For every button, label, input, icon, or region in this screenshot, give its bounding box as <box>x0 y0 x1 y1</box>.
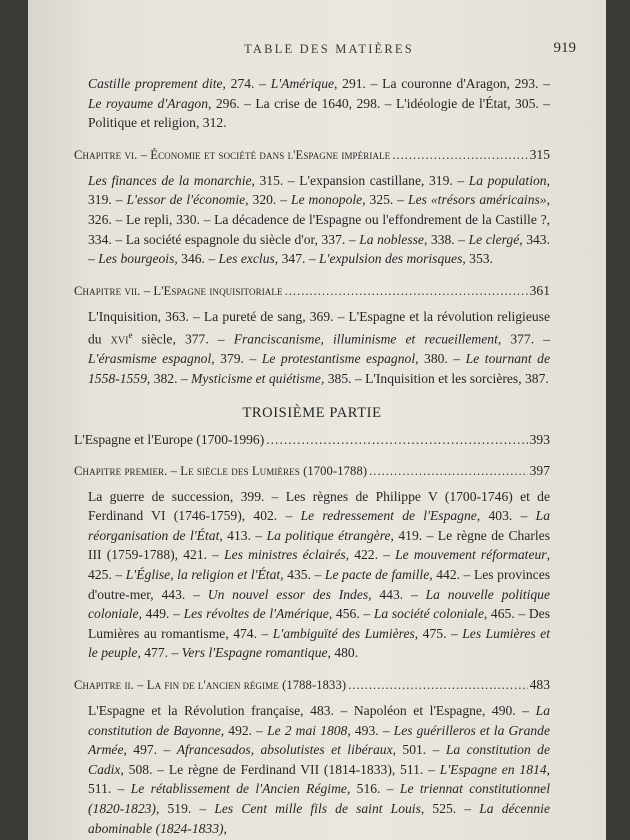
page-header <box>76 42 582 66</box>
part-page: 393 <box>529 431 550 447</box>
chapter-premier-page: 397 <box>529 462 550 478</box>
chapter-premier-entries: La guerre de succession, 399. – Les règnes de Philippe V (1700-1746) et de Ferdinand VI (1746-1759), 402. – Le redressement de l'Espagne, 403. – La réorganisation de l'État, 413. – La politique étrangère, 419. – Le règne de Charles III (1759-1788), 421. – Les ministres éclairés, 422. – Le mouvement réformateur, 425. – L'Église, la religion et l'État, 435. – Le pacte de famille, 442. – Les provinces d'outre-mer, 443. – Un nouvel essor des Indes, 443. – La nouvelle politique coloniale, 449. – Les révoltes de l'Amérique, 456. – La société coloniale, 465. – Des Lumières au romantisme, 474. – L'ambiguïté des Lumières, 475. – Les Lumières et le peuple, 477. – Vers l'Espagne romantique, 480. <box>88 488 551 661</box>
table-of-contents <box>74 74 550 838</box>
part-line <box>74 430 550 449</box>
chapter-6-title: Chapitre vi. – Économie et société dans l'Espagne impériale <box>74 147 391 162</box>
leader-dots <box>392 146 527 165</box>
chapter-7-line <box>74 281 550 301</box>
chapter-6-page: 315 <box>529 146 550 162</box>
chapter-2-title: Chapitre ii. – La fin de l'ancien régime (1788-1833) <box>74 678 347 692</box>
chapter-7-title: Chapitre vii. – L'Espagne inquisitoriale <box>74 283 283 298</box>
leader-dots <box>285 282 528 301</box>
section-entries-intro: Castille proprement dite, 274. – L'Amérique, 291. – La couronne d'Aragon, 293. – Le royaume d'Aragon, 296. – La crise de 1640, 298. – L'idéologie de l'État, 305. – Politique et religion, 312. <box>88 76 551 131</box>
book-page <box>28 0 606 840</box>
chapter-2-line <box>74 675 550 695</box>
part-label: L'Espagne et l'Europe (1700-1996) <box>74 431 265 447</box>
part-title: TROISIÈME PARTIE <box>242 404 382 421</box>
chapter-premier-line <box>74 461 550 481</box>
chapter-7-page: 361 <box>529 282 550 298</box>
leader-dots <box>266 430 527 449</box>
page-number: 919 <box>553 40 576 56</box>
chapter-7-entries: L'Inquisition, 363. – La pureté de sang, 369. – L'Espagne et la révolution religieuse du xvi$^e$ siècle, 377. – Franciscanisme, illuminisme et recueillement, 377. – L'érasmisme espagnol, 379. – Le protestantisme espagnol, 380. – Le tournant de 1558-1559, 382. – Mysticisme et quiétisme, 385. – L'Inquisition et les sorcières, 387. <box>88 308 550 387</box>
chapter-premier-title: Chapitre premier. – Le siècle des Lumières (1700-1788) <box>74 463 368 478</box>
chapter-2-entries: L'Espagne et la Révolution française, 483. – Napoléon et l'Espagne, 490. – La constitution de Bayonne, 492. – Le 2 mai 1808, 493. – Les guérilleros et la Grande Armée, 497. – Afrancesados, absolutistes et libéraux, 501. – La constitution de Cadix, 508. – Le règne de Ferdinand VII (1814-1833), 511. – L'Espagne en 1814, 511. – Le rétablissement de l'Ancien Régime, 516. – Le triennat constitutionnel (1820-1823), 519. – Les Cent mille fils de saint Louis, 525. – La décennie abominable (1824-1833), <box>88 703 551 836</box>
leader-dots <box>369 462 527 481</box>
chapter-6-line <box>74 145 550 165</box>
chapter-2-page: 483 <box>529 677 550 692</box>
running-title: TABLE DES MATIÈRES <box>244 42 414 56</box>
leader-dots <box>348 676 527 695</box>
chapter-6-entries: Les finances de la monarchie, 315. – L'expansion castillane, 319. – La population, 319. – L'essor de l'économie, 320. – Le monopole, 325. – Les «trésors américains», 326. – Le repli, 330. – La décadence de l'Espagne ou l'effondrement de la Castille ?, 334. – La société espagnole du siècle d'or, 337. – La noblesse, 338. – Le clergé, 343. – Les bourgeois, 346. – Les exclus, 347. – L'expulsion des morisques, 353. <box>88 172 550 267</box>
